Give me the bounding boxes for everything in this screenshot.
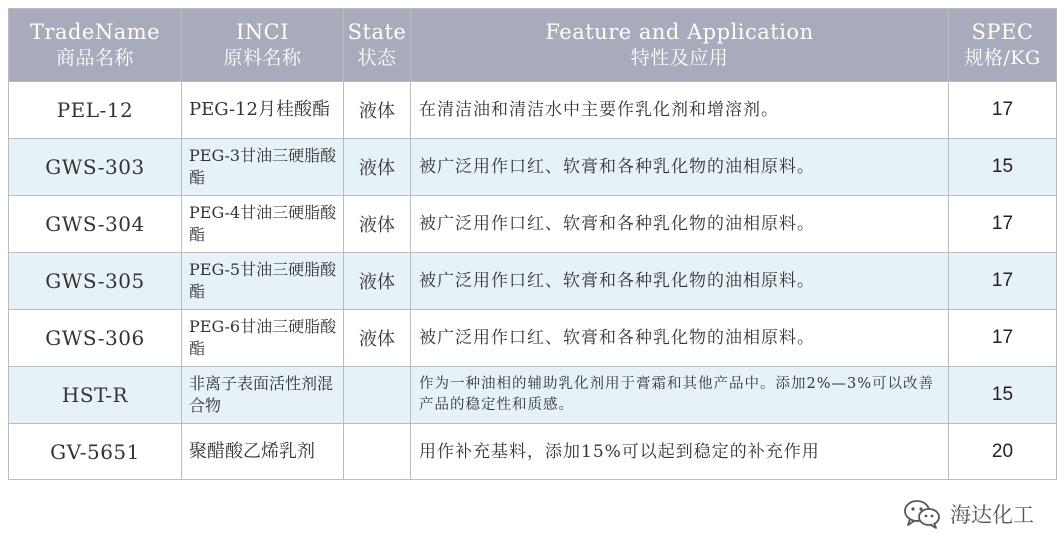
product-spec-table bbox=[8, 8, 1057, 480]
table-row bbox=[9, 196, 1057, 253]
header-state bbox=[344, 9, 411, 82]
spec-cell: 17 bbox=[949, 82, 1057, 139]
spec-cell: 15 bbox=[949, 367, 1057, 424]
trade-name-cell: PEL-12 bbox=[9, 82, 182, 139]
header-inci bbox=[182, 9, 344, 82]
header-spec-cn: 规格/KG bbox=[964, 47, 1041, 69]
trade-name-cell: GWS-305 bbox=[9, 253, 182, 310]
header-trade-name bbox=[9, 9, 182, 82]
trade-name-cell: HST-R bbox=[9, 367, 182, 424]
header-feature-cn: 特性及应用 bbox=[630, 47, 729, 69]
table-row bbox=[9, 424, 1057, 480]
state-cell bbox=[344, 424, 411, 480]
table-row bbox=[9, 310, 1057, 367]
feature-cell: 被广泛用作口红、软膏和各种乳化物的油相原料。 bbox=[411, 196, 949, 253]
header-spec-en: SPEC bbox=[971, 20, 1034, 44]
inci-cell: 聚醋酸乙烯乳剂 bbox=[182, 424, 344, 480]
inci-cell: PEG-5甘油三硬脂酸酯 bbox=[182, 253, 344, 310]
header-trade-name-cn: 商品名称 bbox=[55, 47, 134, 69]
spec-cell: 20 bbox=[949, 424, 1057, 480]
inci-cell: PEG-6甘油三硬脂酸酯 bbox=[182, 310, 344, 367]
feature-cell: 作为一种油相的辅助乳化剂用于膏霜和其他产品中。添加2%—3%可以改善产品的稳定性和质感。 bbox=[411, 367, 949, 424]
header-inci-cn: 原料名称 bbox=[223, 47, 302, 69]
inci-cell: PEG-4甘油三硬脂酸酯 bbox=[182, 196, 344, 253]
wechat-icon bbox=[902, 498, 942, 530]
table-row bbox=[9, 139, 1057, 196]
table-header bbox=[9, 9, 1057, 82]
trade-name-cell: GWS-303 bbox=[9, 139, 182, 196]
table-body bbox=[9, 82, 1057, 480]
header-trade-name-en: TradeName bbox=[29, 20, 161, 44]
table-row bbox=[9, 367, 1057, 424]
watermark bbox=[902, 498, 1034, 530]
spec-cell: 17 bbox=[949, 253, 1057, 310]
spec-cell: 17 bbox=[949, 310, 1057, 367]
feature-cell: 用作补充基料，添加15%可以起到稳定的补充作用 bbox=[411, 424, 949, 480]
state-cell: 液体 bbox=[344, 310, 411, 367]
table-row bbox=[9, 253, 1057, 310]
header-feature bbox=[411, 9, 949, 82]
state-cell: 液体 bbox=[344, 139, 411, 196]
state-cell bbox=[344, 367, 411, 424]
inci-cell: 非离子表面活性剂混合物 bbox=[182, 367, 344, 424]
spec-cell: 17 bbox=[949, 196, 1057, 253]
spec-cell: 15 bbox=[949, 139, 1057, 196]
feature-cell: 被广泛用作口红、软膏和各种乳化物的油相原料。 bbox=[411, 253, 949, 310]
header-row bbox=[9, 9, 1057, 82]
state-cell: 液体 bbox=[344, 82, 411, 139]
header-spec bbox=[949, 9, 1057, 82]
header-feature-en: Feature and Application bbox=[545, 20, 814, 44]
state-cell: 液体 bbox=[344, 253, 411, 310]
trade-name-cell: GWS-306 bbox=[9, 310, 182, 367]
header-state-cn: 状态 bbox=[357, 47, 397, 69]
header-inci-en: INCI bbox=[235, 20, 290, 44]
feature-cell: 被广泛用作口红、软膏和各种乳化物的油相原料。 bbox=[411, 310, 949, 367]
inci-cell: PEG-3甘油三硬脂酸酯 bbox=[182, 139, 344, 196]
watermark-text: 海达化工 bbox=[950, 503, 1034, 527]
table-row bbox=[9, 82, 1057, 139]
header-state-en: State bbox=[347, 20, 407, 44]
feature-cell: 在清洁油和清洁水中主要作乳化剂和增溶剂。 bbox=[411, 82, 949, 139]
feature-cell: 被广泛用作口红、软膏和各种乳化物的油相原料。 bbox=[411, 139, 949, 196]
trade-name-cell: GV-5651 bbox=[9, 424, 182, 480]
inci-cell: PEG-12月桂酸酯 bbox=[182, 82, 344, 139]
trade-name-cell: GWS-304 bbox=[9, 196, 182, 253]
state-cell: 液体 bbox=[344, 196, 411, 253]
